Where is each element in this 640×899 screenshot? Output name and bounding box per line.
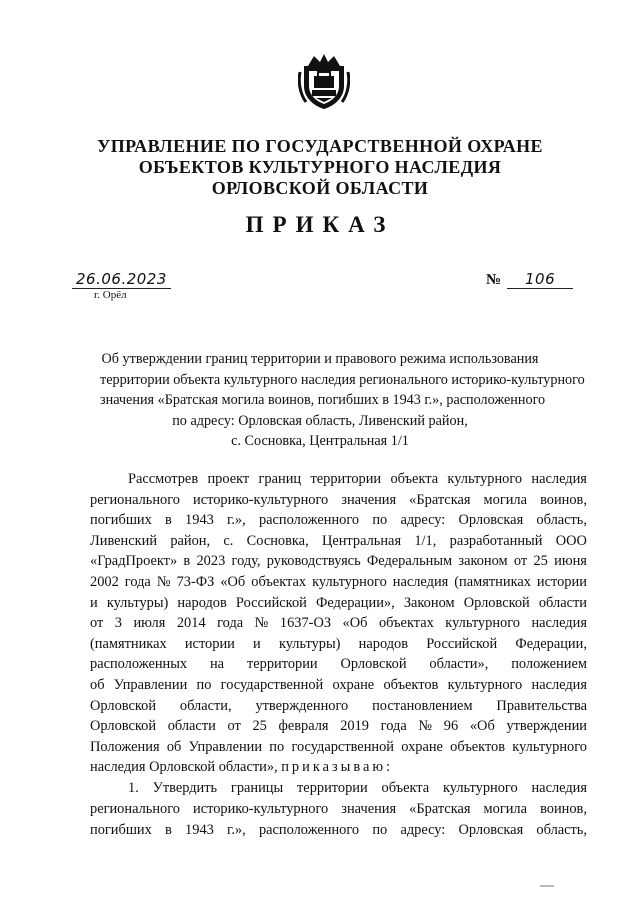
word: г.», [227,512,246,529]
order-word: приказываю: [281,759,394,776]
word: июля [133,615,166,632]
word: границ [258,471,302,487]
word: «ГрадПроект» [90,553,178,570]
paragraph-line [90,613,587,634]
document-date: 26.06.2023 [72,270,171,289]
word: года [217,615,244,632]
word: утверждении [506,718,587,735]
word: по [372,512,388,529]
word: государственной [291,738,394,755]
word: объектах [378,615,434,632]
word: Российской [426,635,498,652]
word: наследия [531,615,587,632]
word: июня [554,553,587,570]
word: от [90,615,104,632]
word: Орловской [90,697,157,714]
word: 2023 [196,553,226,570]
number-block [486,270,573,289]
word: культурного [447,676,523,693]
word: воинов, [540,491,587,508]
word: по [196,676,212,693]
word: на [209,656,225,673]
word: Рассмотрев [128,471,199,487]
word: могила [483,801,528,817]
word: Федеральным [366,553,453,570]
word: значения [341,491,397,508]
word: «Об [469,718,495,735]
word: народов [358,635,409,652]
word: историко-культурного [193,801,329,817]
word: культурного [312,573,387,590]
word: Положения [90,738,160,755]
word: № [418,718,433,735]
word: и [253,635,261,652]
word: адресу: [400,512,446,529]
word: истории [536,573,587,590]
subject-line: с. Сосновка, Центральная 1/1 [231,433,409,449]
word: области, [179,697,232,714]
word: значения [341,801,397,817]
word: г.», [227,822,246,838]
word: года [380,718,407,735]
word: Орловская [458,822,524,838]
order-item-1 [90,778,587,841]
word: погибших [90,512,152,529]
organization-name [40,136,600,199]
word: Орловской [90,718,157,735]
word: по [269,738,285,755]
subject-line: по адресу: Орловская область, Ливенский район, [172,412,468,429]
item-line [90,820,587,841]
word: 25 [252,718,267,735]
word: Федерации, [515,635,587,652]
word: культурного [442,780,518,796]
word: район, [170,532,211,549]
word: Орловская [458,512,524,529]
paragraph-line [90,531,587,552]
word: и [90,594,98,611]
word: объектах [251,573,307,590]
word: культуры) [106,594,169,611]
word: «Об [342,615,368,632]
word: Центральная [321,532,402,549]
word: 2002 [90,573,119,590]
word: от [513,553,528,570]
word: в [165,822,172,838]
word: наследия [531,471,587,487]
paragraph-line [90,551,587,572]
word: Управлении [188,738,263,755]
word: года [124,573,151,590]
word: 96 [443,718,459,735]
word: Сосновка, [246,532,309,549]
document-number: 106 [507,270,573,289]
word: об [90,676,105,693]
word: Федерации», [315,594,395,611]
item-line [90,799,587,820]
word: границы [230,780,284,796]
number-sign: № [486,272,502,288]
coat-of-arms-icon [298,52,350,110]
paragraph-last-line [90,757,587,778]
word: адресу: [400,822,446,838]
word: № [156,573,171,590]
word: «Братская [409,801,471,817]
word: область, [536,512,587,529]
word: расположенных [90,656,188,673]
paragraph-line [90,737,587,758]
paragraph-line [90,696,587,717]
word: расположенного [258,512,360,529]
paragraph-line [90,634,587,655]
word: культуры) [278,635,341,652]
paragraph-line [90,654,587,675]
word: «Братская [409,491,471,508]
word: территории [310,471,382,487]
word: Правительства [496,697,587,714]
subject-line: значения «Братская могила воинов, погибших в 1943 г.», расположенного [100,392,546,408]
paragraph-line [90,490,587,511]
paragraph-line [90,716,587,737]
word: году, [231,553,261,570]
word: Управлении [113,676,188,693]
word: Российской [235,594,307,611]
word: области [167,718,216,735]
word: «Об [220,573,246,590]
word: 1637-ОЗ [279,615,332,632]
date-block [72,270,192,301]
word: наследия [531,780,587,796]
word: объекта [390,471,439,487]
word: 2014 [176,615,206,632]
word: наследия [531,676,587,693]
word: (памятниках [90,635,167,652]
word: руководствуясь [266,553,361,570]
word: Орловской [340,656,407,673]
word: 25 [533,553,548,570]
word: 1. [128,780,139,796]
paragraph-line [90,572,587,593]
word: ООО [555,532,587,549]
subject-line: территории объекта культурного наследия регионального историко-культурного [100,371,585,388]
document-subject [100,349,585,452]
word: утвержденного [255,697,349,714]
word: законом [458,553,508,570]
org-line: ОРЛОВСКОЙ ОБЛАСТИ [211,178,429,198]
word: 1943 [185,512,214,529]
word: культурного [445,615,520,632]
preamble-paragraph [90,469,587,778]
word: 1943 [185,822,214,838]
word: об [166,738,182,755]
word: государственной [220,676,324,693]
word: объекта [381,780,430,796]
word: расположенного [258,822,360,838]
word: области [538,594,587,611]
word: регионального [90,801,180,817]
word: воинов, [540,801,587,817]
word: область, [536,822,587,838]
paragraph-line [90,675,587,696]
word: 3 [114,615,122,632]
word: культурного [447,471,523,487]
paragraph-line [90,593,587,614]
org-line: ОБЪЕКТОВ КУЛЬТУРНОГО НАСЛЕДИЯ [138,157,502,177]
word: погибших [90,822,152,838]
word: Утвердить [152,780,218,796]
word: наследия [392,573,449,590]
word: (памятниках [454,573,531,590]
org-line: УПРАВЛЕНИЕ ПО ГОСУДАРСТВЕННОЙ ОХРАНЕ [97,136,543,156]
scan-speck [540,885,554,887]
word: Законом [403,594,455,611]
document-city: г. Орёл [94,289,127,301]
word: в [165,512,172,529]
word: проект [207,471,250,487]
word: постановлением [372,697,473,714]
word: охране [401,738,443,755]
word: в [183,553,191,570]
word: территории [297,780,368,796]
word: по [372,822,388,838]
word: могила [483,491,528,508]
word: охране [332,676,375,693]
paragraph-line [90,469,587,490]
word: февраля [278,718,329,735]
document-type-title: ПРИКАЗ [245,212,395,237]
word: области», [429,656,489,673]
word: народов [177,594,227,611]
word: разработанный [449,532,543,549]
word: 73-ФЗ [176,573,215,590]
word: с. [223,532,234,549]
word: культурного [512,738,587,755]
word: положением [511,656,587,673]
word: 2019 [340,718,369,735]
word: от [227,718,241,735]
paragraph-line-text: наследия Орловской области», [90,759,278,776]
word: № [254,615,269,632]
word: объектов [450,738,506,755]
paragraph-line [90,510,587,531]
item-line [90,778,587,799]
word: 1/1, [414,532,437,549]
word: территории [246,656,318,673]
word: Ливенский [90,532,158,549]
word: объектов [383,676,439,693]
word: Орловской [463,594,530,611]
word: истории [184,635,235,652]
word: историко-культурного [193,491,329,508]
subject-line: Об утверждении границ территории и правового режима использования [101,351,539,367]
word: регионального [90,491,180,508]
